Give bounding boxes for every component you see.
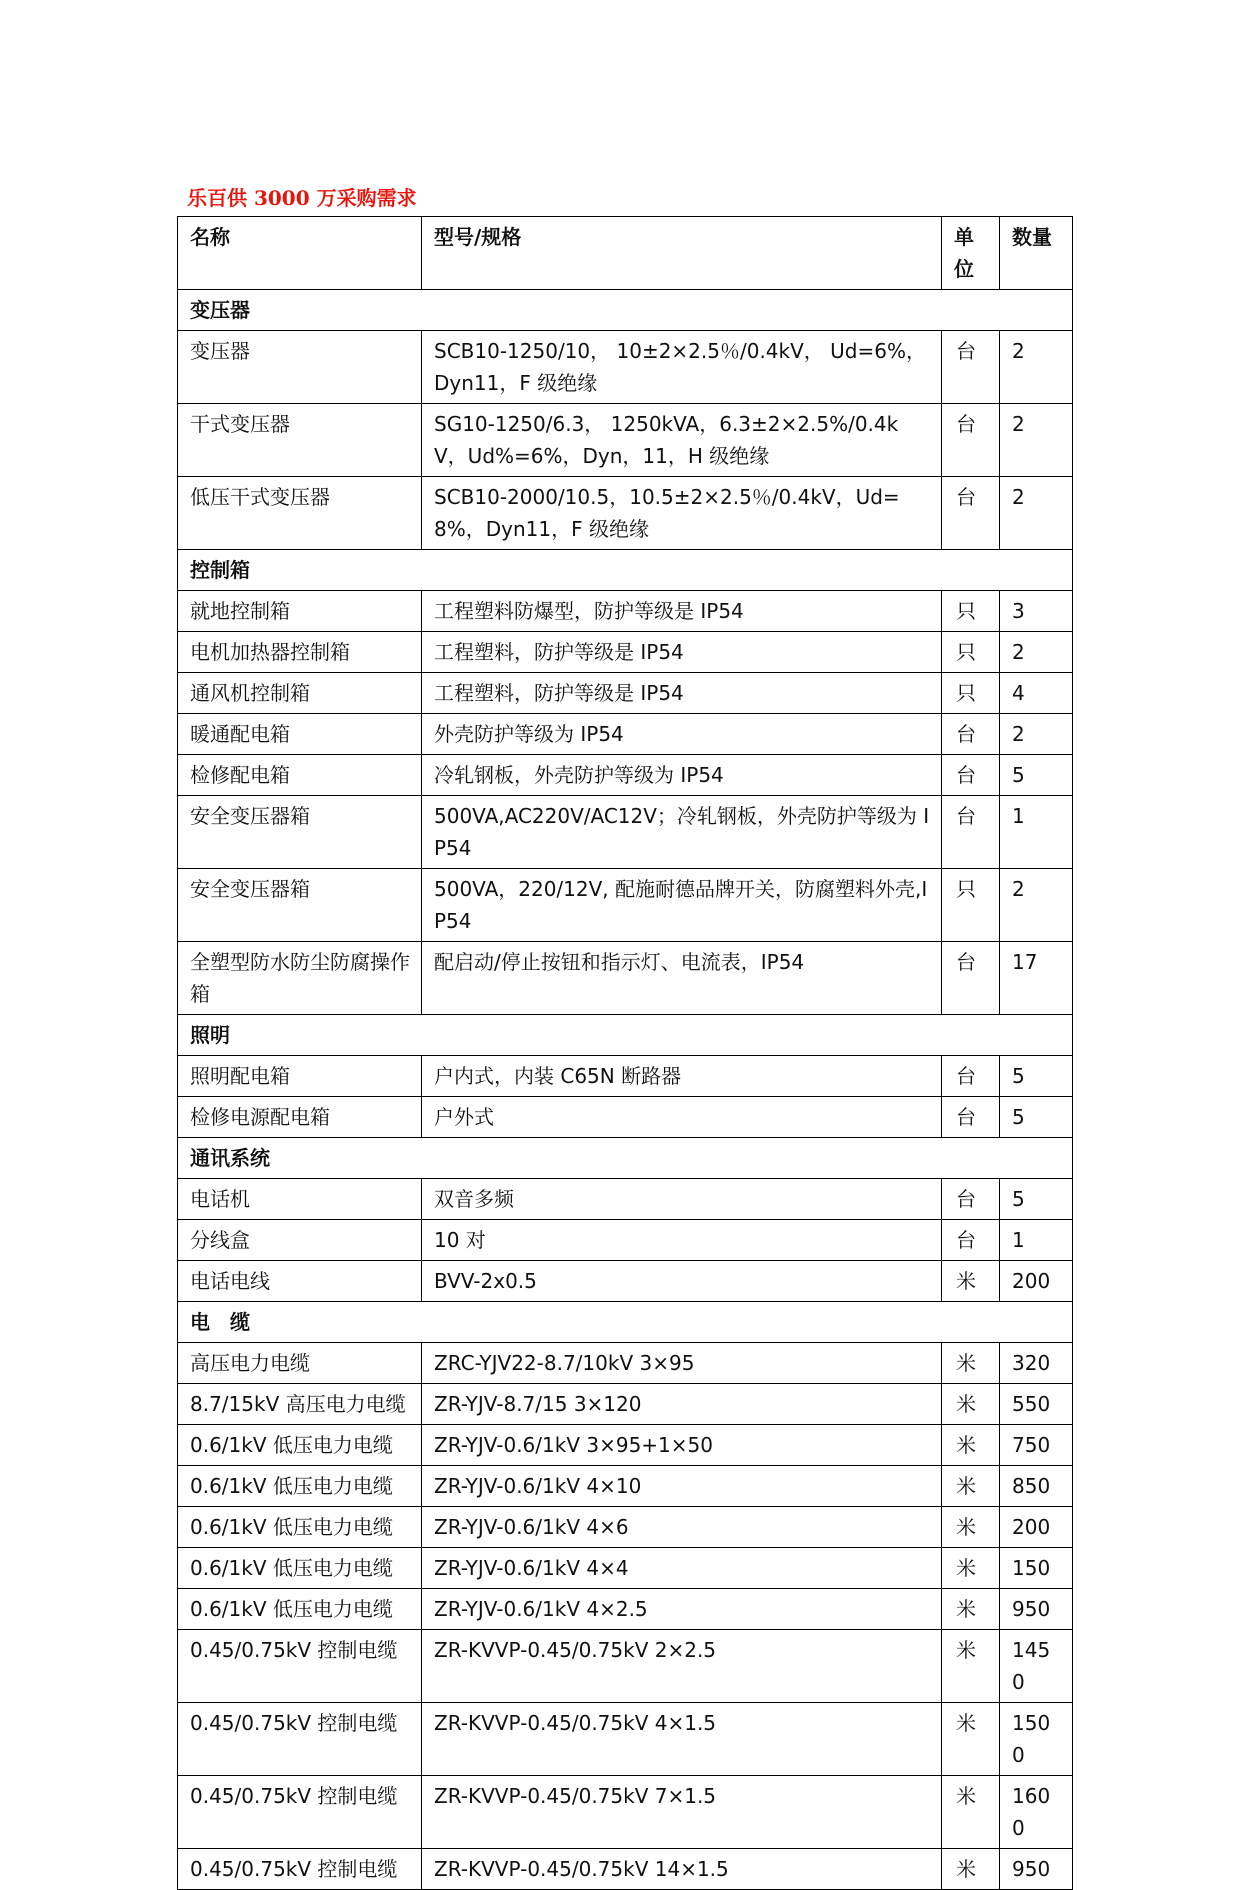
item-qty: 1: [1000, 796, 1073, 869]
table-header-row: [178, 217, 1073, 290]
item-name: 检修电源配电箱: [178, 1097, 422, 1138]
item-spec: 工程塑料，防护等级是 IP54: [422, 632, 942, 673]
item-spec: 10 对: [422, 1220, 942, 1261]
item-spec: SCB10-2000/10.5，10.5±2×2.5％/0.4kV，Ud=8%，Dyn11，F 级绝缘: [422, 477, 942, 550]
item-spec: BVV-2x0.5: [422, 1261, 942, 1302]
item-qty: 2: [1000, 869, 1073, 942]
item-qty: 950: [1000, 1849, 1073, 1890]
item-qty: 150: [1000, 1548, 1073, 1589]
table-row: [178, 1056, 1073, 1097]
item-unit: 台: [942, 942, 1000, 1015]
item-spec: SG10-1250/6.3， 1250kVA，6.3±2×2.5%/0.4kV，Ud%=6%，Dyn，11，H 级绝缘: [422, 404, 942, 477]
item-qty: 5: [1000, 1179, 1073, 1220]
table-row: [178, 1466, 1073, 1507]
section-row: [178, 1302, 1073, 1343]
item-spec: 工程塑料，防护等级是 IP54: [422, 673, 942, 714]
section-heading: 通讯系统: [178, 1138, 1073, 1179]
item-name: 0.6/1kV 低压电力电缆: [178, 1589, 422, 1630]
section-row: [178, 1015, 1073, 1056]
item-unit: 米: [942, 1466, 1000, 1507]
table-row: [178, 1507, 1073, 1548]
item-qty: 17: [1000, 942, 1073, 1015]
item-spec: 外壳防护等级为 IP54: [422, 714, 942, 755]
table-row: [178, 1261, 1073, 1302]
item-unit: 台: [942, 755, 1000, 796]
item-name: 0.45/0.75kV 控制电缆: [178, 1703, 422, 1776]
item-unit: 台: [942, 1220, 1000, 1261]
item-unit: 台: [942, 477, 1000, 550]
item-name: 0.6/1kV 低压电力电缆: [178, 1466, 422, 1507]
item-unit: 米: [942, 1384, 1000, 1425]
item-name: 低压干式变压器: [178, 477, 422, 550]
item-name: 高压电力电缆: [178, 1343, 422, 1384]
item-unit: 米: [942, 1703, 1000, 1776]
item-name: 电机加热器控制箱: [178, 632, 422, 673]
item-name: 0.6/1kV 低压电力电缆: [178, 1548, 422, 1589]
item-spec: ZR-YJV-0.6/1kV 4×4: [422, 1548, 942, 1589]
section-row: [178, 290, 1073, 331]
item-spec: ZR-YJV-8.7/15 3×120: [422, 1384, 942, 1425]
item-name: 电话电线: [178, 1261, 422, 1302]
table-row: [178, 404, 1073, 477]
item-name: 安全变压器箱: [178, 796, 422, 869]
item-qty: 2: [1000, 331, 1073, 404]
header-spec: 型号/规格: [422, 217, 942, 290]
table-row: [178, 1776, 1073, 1849]
header-qty: 数量: [1000, 217, 1073, 290]
table-row: [178, 1097, 1073, 1138]
table-row: [178, 1384, 1073, 1425]
item-name: 8.7/15kV 高压电力电缆: [178, 1384, 422, 1425]
item-unit: 米: [942, 1589, 1000, 1630]
item-spec: ZR-YJV-0.6/1kV 4×6: [422, 1507, 942, 1548]
item-unit: 只: [942, 632, 1000, 673]
item-qty: 2: [1000, 632, 1073, 673]
item-qty: 200: [1000, 1261, 1073, 1302]
item-qty: 1500: [1000, 1703, 1073, 1776]
item-qty: 850: [1000, 1466, 1073, 1507]
item-qty: 1450: [1000, 1630, 1073, 1703]
item-spec: ZR-KVVP-0.45/0.75kV 14×1.5: [422, 1849, 942, 1890]
item-name: 通风机控制箱: [178, 673, 422, 714]
item-name: 就地控制箱: [178, 591, 422, 632]
item-unit: 米: [942, 1548, 1000, 1589]
item-spec: 冷轧钢板，外壳防护等级为 IP54: [422, 755, 942, 796]
item-unit: 只: [942, 869, 1000, 942]
table-row: [178, 1548, 1073, 1589]
item-unit: 台: [942, 1179, 1000, 1220]
item-qty: 5: [1000, 1056, 1073, 1097]
item-spec: 户内式，内装 C65N 断路器: [422, 1056, 942, 1097]
item-qty: 320: [1000, 1343, 1073, 1384]
item-name: 0.45/0.75kV 控制电缆: [178, 1776, 422, 1849]
section-heading: 控制箱: [178, 550, 1073, 591]
item-unit: 台: [942, 714, 1000, 755]
item-qty: 550: [1000, 1384, 1073, 1425]
item-name: 0.6/1kV 低压电力电缆: [178, 1507, 422, 1548]
item-name: 干式变压器: [178, 404, 422, 477]
header-name: 名称: [178, 217, 422, 290]
table-row: [178, 714, 1073, 755]
table-row: [178, 1220, 1073, 1261]
item-spec: SCB10-1250/10， 10±2×2.5％/0.4kV， Ud=6%，Dyn11，F 级绝缘: [422, 331, 942, 404]
item-qty: 200: [1000, 1507, 1073, 1548]
table-row: [178, 1630, 1073, 1703]
item-unit: 米: [942, 1343, 1000, 1384]
header-unit: 单位: [942, 217, 1000, 290]
table-row: [178, 591, 1073, 632]
item-unit: 只: [942, 591, 1000, 632]
section-heading: 照明: [178, 1015, 1073, 1056]
table-row: [178, 1179, 1073, 1220]
item-spec: ZR-YJV-0.6/1kV 3×95+1×50: [422, 1425, 942, 1466]
section-heading: 变压器: [178, 290, 1073, 331]
table-row: [178, 942, 1073, 1015]
item-spec: ZR-KVVP-0.45/0.75kV 2×2.5: [422, 1630, 942, 1703]
item-name: 电话机: [178, 1179, 422, 1220]
item-name: 安全变压器箱: [178, 869, 422, 942]
item-unit: 台: [942, 331, 1000, 404]
table-row: [178, 796, 1073, 869]
item-unit: 米: [942, 1849, 1000, 1890]
item-qty: 3: [1000, 591, 1073, 632]
item-name: 0.45/0.75kV 控制电缆: [178, 1630, 422, 1703]
item-name: 分线盒: [178, 1220, 422, 1261]
item-qty: 1: [1000, 1220, 1073, 1261]
item-unit: 米: [942, 1261, 1000, 1302]
item-qty: 2: [1000, 477, 1073, 550]
table-row: [178, 477, 1073, 550]
table-row: [178, 1849, 1073, 1890]
table-row: [178, 869, 1073, 942]
item-spec: 户外式: [422, 1097, 942, 1138]
table-row: [178, 673, 1073, 714]
section-heading: 电 缆: [178, 1302, 1073, 1343]
item-spec: ZR-YJV-0.6/1kV 4×2.5: [422, 1589, 942, 1630]
item-unit: 米: [942, 1630, 1000, 1703]
section-row: [178, 550, 1073, 591]
item-name: 变压器: [178, 331, 422, 404]
item-name: 暖通配电箱: [178, 714, 422, 755]
item-unit: 米: [942, 1425, 1000, 1466]
item-spec: ZRC-YJV22-8.7/10kV 3×95: [422, 1343, 942, 1384]
item-qty: 1600: [1000, 1776, 1073, 1849]
item-unit: 米: [942, 1507, 1000, 1548]
item-name: 全塑型防水防尘防腐操作箱: [178, 942, 422, 1015]
item-qty: 5: [1000, 755, 1073, 796]
item-name: 检修配电箱: [178, 755, 422, 796]
item-unit: 台: [942, 1097, 1000, 1138]
document-title: 乐百供 3000 万采购需求: [187, 186, 417, 210]
item-qty: 5: [1000, 1097, 1073, 1138]
table-row: [178, 1425, 1073, 1466]
item-qty: 950: [1000, 1589, 1073, 1630]
item-unit: 台: [942, 796, 1000, 869]
table-row: [178, 632, 1073, 673]
table-row: [178, 1589, 1073, 1630]
table-row: [178, 331, 1073, 404]
table-row: [178, 755, 1073, 796]
item-spec: 500VA,AC220V/AC12V；冷轧钢板，外壳防护等级为 IP54: [422, 796, 942, 869]
section-row: [178, 1138, 1073, 1179]
item-spec: 工程塑料防爆型，防护等级是 IP54: [422, 591, 942, 632]
table-row: [178, 1343, 1073, 1384]
item-unit: 米: [942, 1776, 1000, 1849]
procurement-table: [177, 216, 1073, 1890]
item-qty: 2: [1000, 714, 1073, 755]
item-qty: 4: [1000, 673, 1073, 714]
item-spec: ZR-KVVP-0.45/0.75kV 4×1.5: [422, 1703, 942, 1776]
table-row: [178, 1703, 1073, 1776]
item-spec: 双音多频: [422, 1179, 942, 1220]
item-unit: 台: [942, 404, 1000, 477]
item-spec: ZR-KVVP-0.45/0.75kV 7×1.5: [422, 1776, 942, 1849]
item-unit: 台: [942, 1056, 1000, 1097]
item-name: 0.6/1kV 低压电力电缆: [178, 1425, 422, 1466]
item-name: 0.45/0.75kV 控制电缆: [178, 1849, 422, 1890]
item-spec: 配启动/停止按钮和指示灯、电流表，IP54: [422, 942, 942, 1015]
item-name: 照明配电箱: [178, 1056, 422, 1097]
item-unit: 只: [942, 673, 1000, 714]
item-spec: ZR-YJV-0.6/1kV 4×10: [422, 1466, 942, 1507]
item-spec: 500VA，220/12V, 配施耐德品牌开关，防腐塑料外壳,IP54: [422, 869, 942, 942]
item-qty: 2: [1000, 404, 1073, 477]
item-qty: 750: [1000, 1425, 1073, 1466]
